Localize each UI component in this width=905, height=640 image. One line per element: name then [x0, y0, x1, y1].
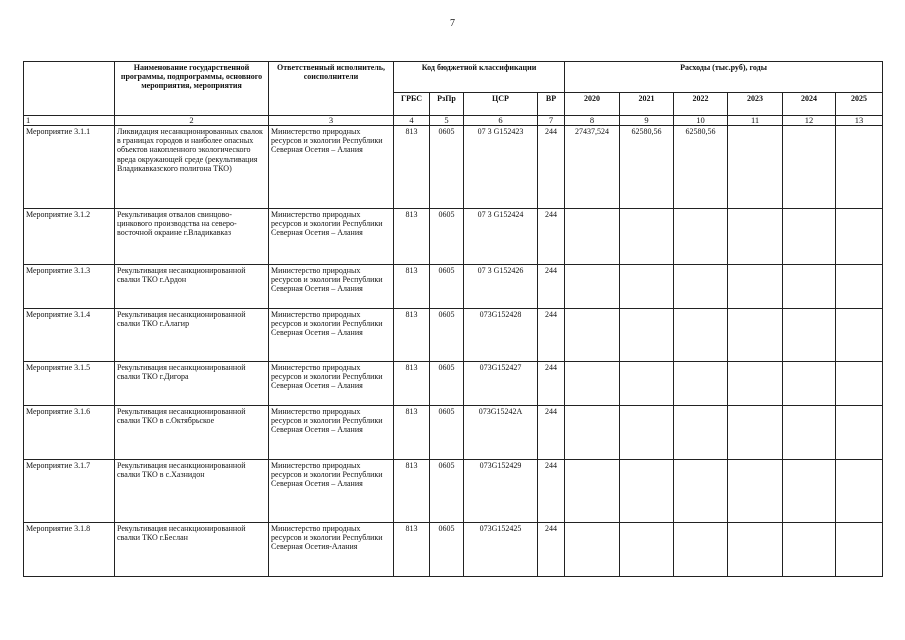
table-row: [24, 362, 883, 406]
row-executor: Министерство природных ресурсов и экологии Республики Северная Осетия – Алания: [269, 460, 394, 523]
column-number: 10: [674, 116, 728, 126]
row-expense-2025: [836, 406, 883, 460]
row-expense-2023: [728, 309, 783, 362]
column-number: 6: [464, 116, 538, 126]
row-expense-2023: [728, 265, 783, 309]
row-expense-2022: [674, 406, 728, 460]
row-csr: 073G152428: [464, 309, 538, 362]
row-rzpr: 0605: [430, 362, 464, 406]
row-name: Рекультивация отвалов свинцово-цинкового производства на северо-восточной окраине г.Владикавказ: [115, 209, 269, 265]
row-expense-2024: [783, 265, 836, 309]
row-expense-2021: [620, 265, 674, 309]
header-rzpr: РзПр: [430, 93, 464, 116]
column-number-row: [24, 116, 883, 126]
row-code: Мероприятие 3.1.3: [24, 265, 115, 309]
row-code: Мероприятие 3.1.8: [24, 523, 115, 577]
row-executor: Министерство природных ресурсов и экологии Республики Северная Осетия – Алания: [269, 406, 394, 460]
row-executor: Министерство природных ресурсов и экологии Республики Северная Осетия – Алания: [269, 126, 394, 209]
row-rzpr: 0605: [430, 309, 464, 362]
header-year-2022: 2022: [674, 93, 728, 116]
row-expense-2025: [836, 523, 883, 577]
header-number-cell: [24, 62, 115, 116]
column-number: 7: [538, 116, 565, 126]
table-row: [24, 523, 883, 577]
header-vr: ВР: [538, 93, 565, 116]
row-expense-2025: [836, 309, 883, 362]
row-expense-2021: [620, 406, 674, 460]
row-csr: 07 3 G152424: [464, 209, 538, 265]
row-vr: 244: [538, 209, 565, 265]
row-grbs: 813: [394, 309, 430, 362]
row-name: Рекультивация несанкционированной свалки ТКО г.Ардон: [115, 265, 269, 309]
row-code: Мероприятие 3.1.1: [24, 126, 115, 209]
row-code: Мероприятие 3.1.2: [24, 209, 115, 265]
column-number: 12: [783, 116, 836, 126]
column-number: 8: [565, 116, 620, 126]
row-expense-2025: [836, 209, 883, 265]
column-number: 1: [24, 116, 115, 126]
budget-table: [23, 61, 883, 577]
row-expense-2022: [674, 209, 728, 265]
row-expense-2022: [674, 265, 728, 309]
header-grbs: ГРБС: [394, 93, 430, 116]
row-grbs: 813: [394, 362, 430, 406]
row-vr: 244: [538, 406, 565, 460]
row-expense-2025: [836, 362, 883, 406]
column-number: 3: [269, 116, 394, 126]
row-expense-2022: [674, 523, 728, 577]
row-rzpr: 0605: [430, 126, 464, 209]
row-name: Ликвидация несанкционированных свалок в границах городов и наиболее опасных объектов накопленного экологического вреда окружающей среде (рекультивация Владикавказского полигона ТКО): [115, 126, 269, 209]
row-executor: Министерство природных ресурсов и экологии Республики Северная Осетия – Алания: [269, 309, 394, 362]
table-row: [24, 460, 883, 523]
row-expense-2022: [674, 460, 728, 523]
row-grbs: 813: [394, 265, 430, 309]
row-expense-2024: [783, 460, 836, 523]
header-name: Наименование государственной программы, подпрограммы, основного мероприятия, мероприятия: [115, 62, 269, 116]
column-number: 9: [620, 116, 674, 126]
row-expense-2021: [620, 362, 674, 406]
row-vr: 244: [538, 460, 565, 523]
row-expense-2020: [565, 523, 620, 577]
row-expense-2021: 62580,56: [620, 126, 674, 209]
row-expense-2024: [783, 209, 836, 265]
table-row: [24, 126, 883, 209]
table-row: [24, 309, 883, 362]
row-name: Рекультивация несанкционированной свалки ТКО г.Алагир: [115, 309, 269, 362]
row-code: Мероприятие 3.1.4: [24, 309, 115, 362]
row-rzpr: 0605: [430, 406, 464, 460]
header-row: [24, 62, 883, 93]
row-grbs: 813: [394, 523, 430, 577]
row-expense-2022: 62580,56: [674, 126, 728, 209]
row-expense-2020: [565, 362, 620, 406]
row-expense-2023: [728, 209, 783, 265]
column-number: 5: [430, 116, 464, 126]
row-expense-2023: [728, 406, 783, 460]
row-grbs: 813: [394, 406, 430, 460]
row-expense-2023: [728, 362, 783, 406]
row-csr: 073G152427: [464, 362, 538, 406]
row-expense-2021: [620, 460, 674, 523]
row-expense-2021: [620, 309, 674, 362]
table-row: [24, 265, 883, 309]
row-expense-2024: [783, 406, 836, 460]
row-expense-2020: [565, 309, 620, 362]
row-expense-2022: [674, 362, 728, 406]
row-csr: 073G152429: [464, 460, 538, 523]
row-code: Мероприятие 3.1.7: [24, 460, 115, 523]
row-expense-2021: [620, 523, 674, 577]
row-expense-2020: [565, 406, 620, 460]
row-expense-2021: [620, 209, 674, 265]
row-csr: 073G152425: [464, 523, 538, 577]
row-expense-2024: [783, 309, 836, 362]
column-number: 2: [115, 116, 269, 126]
row-expense-2025: [836, 126, 883, 209]
row-grbs: 813: [394, 126, 430, 209]
header-csr: ЦСР: [464, 93, 538, 116]
header-year-2020: 2020: [565, 93, 620, 116]
row-expense-2024: [783, 362, 836, 406]
row-vr: 244: [538, 362, 565, 406]
page-number: 7: [450, 18, 455, 29]
header-year-2021: 2021: [620, 93, 674, 116]
table-body: [24, 126, 883, 577]
row-name: Рекультивация несанкционированной свалки ТКО г.Дигора: [115, 362, 269, 406]
row-rzpr: 0605: [430, 523, 464, 577]
row-code: Мероприятие 3.1.5: [24, 362, 115, 406]
header-year-2023: 2023: [728, 93, 783, 116]
row-expense-2022: [674, 309, 728, 362]
row-rzpr: 0605: [430, 265, 464, 309]
row-expense-2023: [728, 523, 783, 577]
row-expense-2025: [836, 265, 883, 309]
row-rzpr: 0605: [430, 209, 464, 265]
header-year-2025: 2025: [836, 93, 883, 116]
row-vr: 244: [538, 126, 565, 209]
row-executor: Министерство природных ресурсов и экологии Республики Северная Осетия – Алания: [269, 209, 394, 265]
row-name: Рекультивация несанкционированной свалки ТКО в с.Октябрьское: [115, 406, 269, 460]
row-executor: Министерство природных ресурсов и экологии Республики Северная Осетия – Алания: [269, 265, 394, 309]
row-executor: Министерство природных ресурсов и экологии Республики Северная Осетия – Алания: [269, 362, 394, 406]
row-executor: Министерство природных ресурсов и экологии Республики Северная Осетия-Алания: [269, 523, 394, 577]
row-grbs: 813: [394, 460, 430, 523]
row-expense-2023: [728, 460, 783, 523]
row-vr: 244: [538, 309, 565, 362]
row-vr: 244: [538, 523, 565, 577]
row-csr: 073G15242А: [464, 406, 538, 460]
row-expense-2020: [565, 265, 620, 309]
row-rzpr: 0605: [430, 460, 464, 523]
column-number: 11: [728, 116, 783, 126]
row-name: Рекультивация несанкционированной свалки ТКО в с.Хазнидон: [115, 460, 269, 523]
header-year-2024: 2024: [783, 93, 836, 116]
header-budget-code: Код бюджетной классификации: [394, 62, 565, 93]
column-number: 13: [836, 116, 883, 126]
table-row: [24, 406, 883, 460]
row-expense-2020: 27437,524: [565, 126, 620, 209]
row-vr: 244: [538, 265, 565, 309]
row-expense-2024: [783, 523, 836, 577]
row-name: Рекультивация несанкционированной свалки ТКО г.Беслан: [115, 523, 269, 577]
table-row: [24, 209, 883, 265]
row-csr: 07 3 G152426: [464, 265, 538, 309]
row-expense-2023: [728, 126, 783, 209]
header-executor: Ответственный исполнитель, соисполнители: [269, 62, 394, 116]
row-expense-2024: [783, 126, 836, 209]
row-expense-2020: [565, 460, 620, 523]
row-expense-2025: [836, 460, 883, 523]
row-csr: 07 3 G152423: [464, 126, 538, 209]
row-code: Мероприятие 3.1.6: [24, 406, 115, 460]
header-expenses: Расходы (тыс.руб), годы: [565, 62, 883, 93]
row-expense-2020: [565, 209, 620, 265]
row-grbs: 813: [394, 209, 430, 265]
column-number: 4: [394, 116, 430, 126]
